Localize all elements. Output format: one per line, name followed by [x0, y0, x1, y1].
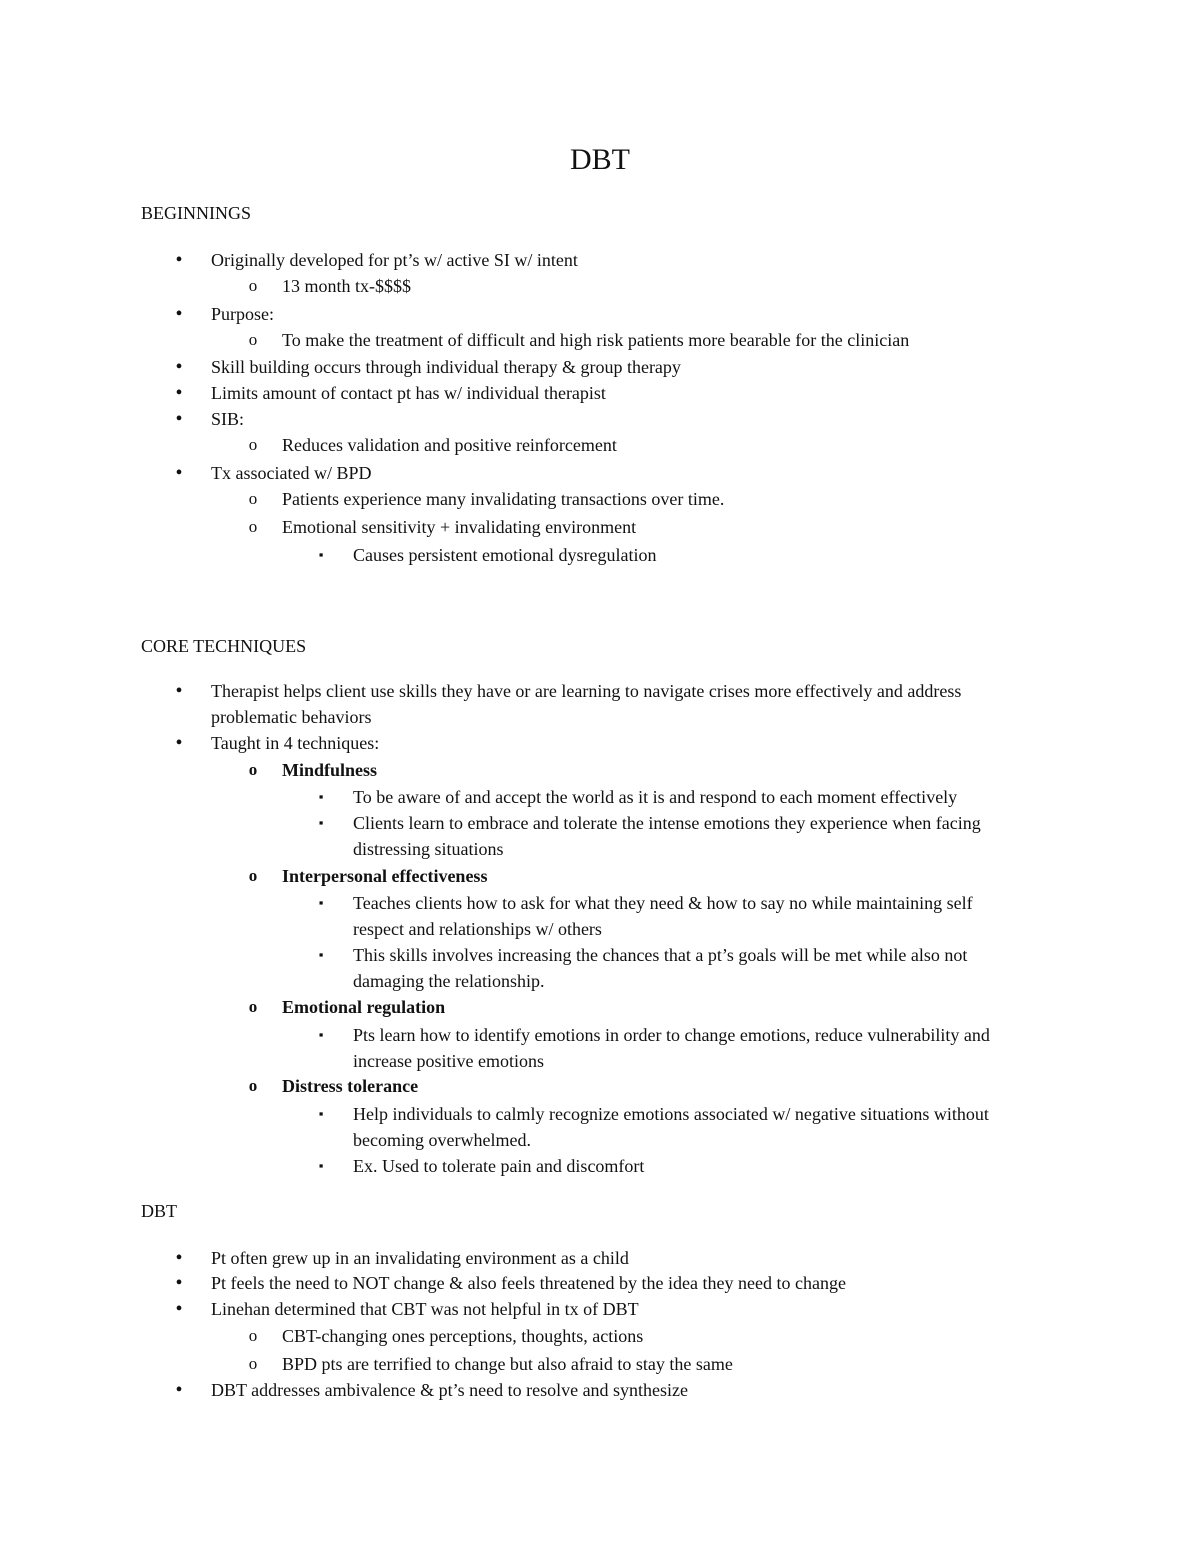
list-item-continuation: problematic behaviors: [211, 707, 372, 727]
bullet-square-icon: ▪: [318, 815, 324, 830]
bullet-disc-icon: •: [175, 732, 183, 754]
technique-heading-emotional-regulation: Emotional regulation: [282, 997, 446, 1017]
bullet-disc-icon: •: [175, 356, 183, 378]
bullet-disc-icon: •: [175, 462, 183, 484]
list-item-continuation: damaging the relationship.: [353, 971, 545, 991]
list-item: Limits amount of contact pt has w/ individual therapist: [211, 383, 606, 403]
list-item: SIB:: [211, 409, 245, 429]
section-heading-dbt: DBT: [141, 1201, 177, 1221]
list-item: Pt often grew up in an invalidating environment as a child: [211, 1248, 629, 1268]
bullet-circle-icon: o: [248, 489, 258, 508]
bullet-disc-icon: •: [175, 1272, 183, 1294]
list-item: To be aware of and accept the world as it is and respond to each moment effectively: [353, 787, 958, 807]
bullet-disc-icon: •: [175, 408, 183, 430]
bullet-circle-icon: o: [248, 435, 258, 454]
list-item: Clients learn to embrace and tolerate the intense emotions they experience when facing: [353, 813, 981, 833]
bullet-circle-icon: o: [248, 1076, 258, 1095]
list-item: Help individuals to calmly recognize emotions associated w/ negative situations without: [353, 1104, 989, 1124]
list-item: Patients experience many invalidating transactions over time.: [282, 489, 725, 509]
list-item: Originally developed for pt’s w/ active SI w/ intent: [211, 250, 578, 270]
list-item: Emotional sensitivity + invalidating environment: [282, 517, 637, 537]
bullet-circle-icon: o: [248, 517, 258, 536]
bullet-circle-icon: o: [248, 760, 258, 779]
bullet-square-icon: ▪: [318, 789, 324, 804]
bullet-circle-icon: o: [248, 276, 258, 295]
list-item: Causes persistent emotional dysregulation: [353, 545, 657, 565]
list-item: Pts learn how to identify emotions in order to change emotions, reduce vulnerability and: [353, 1025, 990, 1045]
bullet-circle-icon: o: [248, 866, 258, 885]
list-item: Reduces validation and positive reinforcement: [282, 435, 617, 455]
list-item: Pt feels the need to NOT change & also feels threatened by the idea they need to change: [211, 1273, 846, 1293]
bullet-disc-icon: •: [175, 1298, 183, 1320]
section-heading-core-techniques: CORE TECHNIQUES: [141, 636, 307, 656]
list-item-continuation: becoming overwhelmed.: [353, 1130, 531, 1150]
technique-heading-mindfulness: Mindfulness: [282, 760, 378, 780]
bullet-disc-icon: •: [175, 1379, 183, 1401]
list-item: This skills involves increasing the chances that a pt’s goals will be met while also not: [353, 945, 968, 965]
bullet-square-icon: ▪: [318, 895, 324, 910]
bullet-square-icon: ▪: [318, 1106, 324, 1121]
section-heading-beginnings: BEGINNINGS: [141, 203, 251, 223]
list-item: Teaches clients how to ask for what they need & how to say no while maintaining self: [353, 893, 973, 913]
list-item: Linehan determined that CBT was not helpful in tx of DBT: [211, 1299, 639, 1319]
list-item: DBT addresses ambivalence & pt’s need to resolve and synthesize: [211, 1380, 689, 1400]
bullet-circle-icon: o: [248, 330, 258, 349]
technique-heading-distress-tolerance: Distress tolerance: [282, 1076, 419, 1096]
list-item: Therapist helps client use skills they have or are learning to navigate crises more effectively and address: [211, 681, 962, 701]
page-title: DBT: [570, 143, 630, 176]
list-item-continuation: increase positive emotions: [353, 1051, 544, 1071]
bullet-circle-icon: o: [248, 1354, 258, 1373]
list-item-continuation: respect and relationships w/ others: [353, 919, 602, 939]
list-item: CBT-changing ones perceptions, thoughts, actions: [282, 1326, 644, 1346]
list-item: Taught in 4 techniques:: [211, 733, 380, 753]
bullet-disc-icon: •: [175, 249, 183, 271]
technique-heading-interpersonal-effectiveness: Interpersonal effectiveness: [282, 866, 488, 886]
bullet-circle-icon: o: [248, 997, 258, 1016]
bullet-circle-icon: o: [248, 1326, 258, 1345]
list-item: To make the treatment of difficult and high risk patients more bearable for the clinician: [282, 330, 910, 350]
bullet-square-icon: ▪: [318, 547, 324, 562]
bullet-square-icon: ▪: [318, 1027, 324, 1042]
list-item: Tx associated w/ BPD: [211, 463, 372, 483]
list-item: Ex. Used to tolerate pain and discomfort: [353, 1156, 645, 1176]
list-item: Skill building occurs through individual therapy & group therapy: [211, 357, 681, 377]
bullet-disc-icon: •: [175, 680, 183, 702]
list-item-continuation: distressing situations: [353, 839, 504, 859]
list-item: Purpose:: [211, 304, 274, 324]
list-item: BPD pts are terrified to change but also afraid to stay the same: [282, 1354, 733, 1374]
bullet-square-icon: ▪: [318, 1158, 324, 1173]
bullet-square-icon: ▪: [318, 947, 324, 962]
bullet-disc-icon: •: [175, 382, 183, 404]
bullet-disc-icon: •: [175, 1247, 183, 1269]
bullet-disc-icon: •: [175, 303, 183, 325]
list-item: 13 month tx-$$$$: [282, 276, 411, 296]
